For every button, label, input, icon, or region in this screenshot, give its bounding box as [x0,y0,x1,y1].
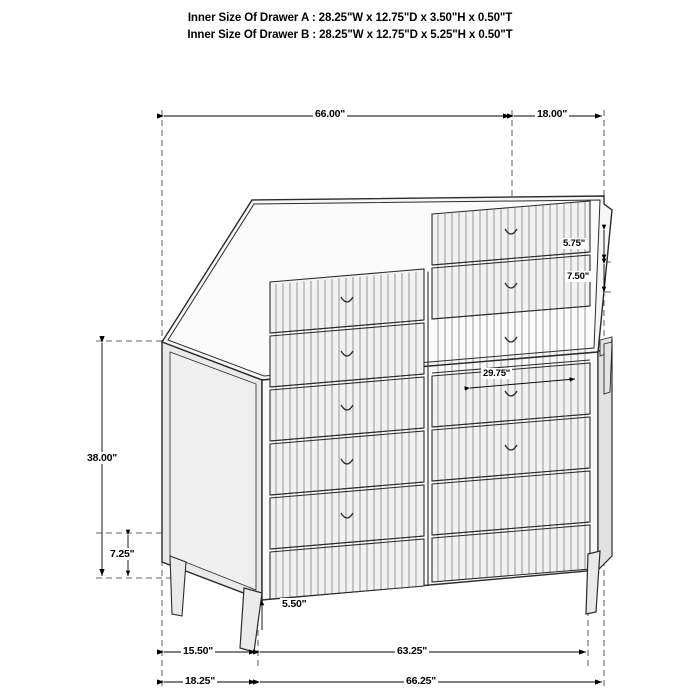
drawer-b-spec: Inner Size Of Drawer B : 28.25"W x 12.75"D x 5.25"H x 0.50"T [187,29,513,41]
dim-drawer-a-height: 5.75" [563,238,585,249]
dim-top-depth: 18.00" [537,108,568,120]
dim-leg-inset: 5.50" [282,598,307,610]
drawer-a-spec: Inner Size Of Drawer A : 28.25"W x 12.75"D x 3.50"H x 0.50"T [187,12,513,24]
dim-bottom-depth: 18.25" [185,675,216,687]
dim-overall-width: 66.25" [406,675,437,687]
left-side-panel-inner [170,352,256,590]
leg-front-right [586,551,600,614]
dresser-body [162,196,612,652]
dim-side-depth: 15.50" [183,645,214,657]
dim-overall-height: 38.00" [87,452,118,464]
dim-top-width: 66.00" [315,108,346,120]
dim-drawer-bank-width: 29.75" [483,368,511,379]
dim-front-width: 63.25" [397,645,428,657]
leg-front-left [240,588,262,652]
dim-leg-height: 7.25" [110,548,135,560]
leg-back-left [170,556,186,616]
dim-drawer-b-height: 7.50" [567,271,589,282]
